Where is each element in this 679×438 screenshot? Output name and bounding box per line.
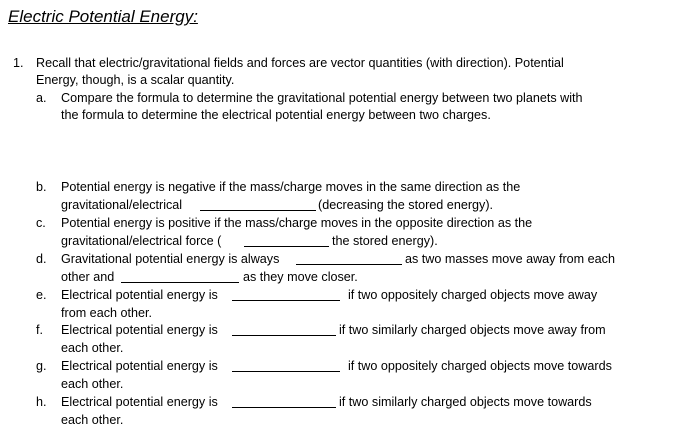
item-marker-d: d. (36, 252, 47, 266)
item-marker-g: g. (36, 359, 47, 373)
answer-blank-b[interactable] (200, 198, 316, 211)
item-f-text-start: Electrical potential energy is (61, 323, 218, 337)
item-h-text-end: if two similarly charged objects move towards (339, 395, 592, 409)
item-b-text-end: (decreasing the stored energy). (318, 198, 494, 212)
answer-blank-c[interactable] (244, 234, 329, 247)
question-text-line: Energy, though, is a scalar quantity. (36, 73, 235, 87)
item-f-text: each other. (61, 341, 124, 355)
item-c-text: Potential energy is positive if the mass/charge moves in the opposite direction as the (61, 216, 533, 230)
item-e-text: from each other. (61, 306, 153, 320)
answer-blank-e[interactable] (232, 288, 340, 301)
item-b-text: Potential energy is negative if the mass/charge moves in the same direction as the (61, 180, 521, 194)
item-marker-b: b. (36, 180, 47, 194)
answer-blank-d1[interactable] (296, 252, 402, 265)
item-d-text-start: other and (61, 270, 115, 284)
item-g-text-start: Electrical potential energy is (61, 359, 218, 373)
item-marker-h: h. (36, 395, 47, 409)
page-title: Electric Potential Energy: (8, 7, 198, 26)
item-c-text-start: gravitational/electrical force ( (61, 234, 222, 248)
item-g-text: each other. (61, 377, 124, 391)
item-b-text (61, 198, 182, 213)
item-h-text: each other. (61, 413, 124, 427)
answer-blank-h[interactable] (232, 395, 336, 408)
item-d-text-end: as two masses move away from each (405, 252, 615, 266)
item-marker-f: f. (36, 323, 43, 337)
item-d-text-end: as they move closer. (243, 270, 358, 284)
item-marker-e: e. (36, 288, 47, 302)
answer-blank-d2[interactable] (121, 270, 239, 283)
answer-blank-g[interactable] (232, 359, 340, 372)
item-marker-c: c. (36, 216, 46, 230)
item-marker-a: a. (36, 91, 47, 105)
item-g-text-end: if two oppositely charged objects move towards (348, 359, 612, 373)
question-number: 1. (13, 56, 24, 70)
answer-blank-f[interactable] (232, 323, 336, 336)
item-a-text: the formula to determine the electrical potential energy between two charges. (61, 108, 491, 122)
item-f-text-end: if two similarly charged objects move away from (339, 323, 606, 337)
question-text-line: Recall that electric/gravitational fields and forces are vector quantities (with direction). Potential (36, 56, 564, 70)
item-e-text-start: Electrical potential energy is (61, 288, 218, 302)
item-b-text-start: gravitational/electrical (61, 198, 183, 212)
item-h-text-start: Electrical potential energy is (61, 395, 218, 409)
item-c-text-end: the stored energy). (332, 234, 438, 248)
item-e-text-end: if two oppositely charged objects move away (348, 288, 598, 302)
item-a-text: Compare the formula to determine the gravitational potential energy between two planets with (61, 91, 583, 105)
item-d-text-start: Gravitational potential energy is always (61, 252, 280, 266)
